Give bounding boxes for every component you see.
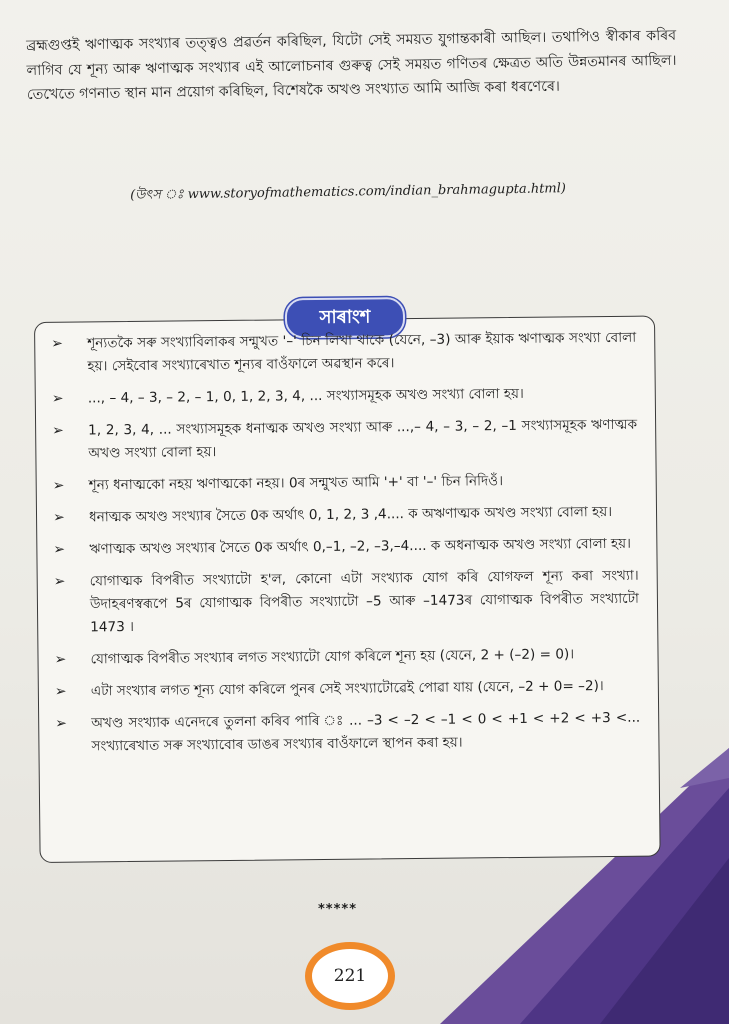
arrow-bullet-icon: ➢ — [54, 683, 67, 700]
arrow-bullet-icon: ➢ — [53, 541, 66, 558]
arrow-bullet-icon: ➢ — [52, 422, 64, 439]
summary-item-text: শূন্য ধনাত্মকো নহয় ঋণাত্মকো নহয়। 0ৰ সন্মুখত আমি '+' বা '–' চিন নিদিওঁ। — [88, 473, 504, 494]
summary-item — [53, 501, 638, 530]
summary-item — [52, 414, 637, 466]
summary-item-text: যোগাত্মক বিপৰীত সংখ্যাৰ লগত সংখ্যাটো যোগ কৰিলে শূন্য হয় (যেনে, 2 + (–2) = 0)। — [90, 646, 575, 668]
summary-item-text: অখণ্ড সংখ্যাক এনেদৰে তুলনা কৰিব পাৰি ঃ ... –3 < –2 < –1 < 0 < +1 < +2 < +3 <... সংখ্যাৰেখাত সৰু সংখ্যাবোৰ ডাঙৰ সংখ্যাৰ বাওঁফালে স্থাপন কৰা হয়। — [91, 709, 641, 755]
summary-item — [51, 327, 636, 379]
summary-item-text: এটা সংখ্যাৰ লগত শূন্য যোগ কৰিলে পুনৰ সেই সংখ্যাটোৱেই পোৱা যায় (যেনে, –2 + 0= –2)। — [90, 678, 604, 700]
summary-list — [35, 317, 659, 759]
summary-item — [55, 675, 640, 704]
summary-item-text: 1, 2, 3, 4, ... সংখ্যাসমূহক ধনাত্মক অখণ্ড সংখ্যা আৰু ...,– 4, – 3, – 2, –1 সংখ্যাসমূহক ঋণাত্মক অখণ্ড সংখ্যা বোলা হয়। — [88, 416, 638, 462]
summary-item — [55, 707, 640, 759]
arrow-bullet-icon: ➢ — [53, 573, 66, 590]
summary-item-text: শূন্যতকৈ সৰু সংখ্যাবিলাকৰ সন্মুখত '–' চিন লিখা থাকে (যেনে, –3) আৰু ইয়াক ঋণাত্মক সংখ্যা বোলা হয়। সেইবোৰ সংখ্যাৰেখাত শূন্যৰ বাওঁফালে অৱস্থান কৰে। — [87, 329, 637, 375]
summary-item — [54, 565, 640, 640]
arrow-bullet-icon: ➢ — [51, 335, 64, 352]
summary-item-text: যোগাত্মক বিপৰীত সংখ্যাটো হ'ল, কোনো এটা সংখ্যাক যোগ কৰি যোগফল শূন্য কৰা সংখ্যা। উদাহৰণস্বৰূপে 5ৰ যোগাত্মক বিপৰীত সংখ্যাটো –5 আৰু –1473ৰ যোগাত্মক বিপৰীত সংখ্যাটো 1473 । — [89, 567, 640, 636]
source-citation: (উৎস ঃ www.storyofmathematics.com/indian_brahmagupta.html) — [130, 181, 567, 203]
summary-item — [53, 469, 638, 498]
arrow-bullet-icon: ➢ — [54, 651, 67, 668]
summary-item — [53, 533, 638, 562]
section-end-stars: ***** — [318, 902, 357, 917]
summary-box — [34, 305, 661, 862]
summary-title: সাৰাংশ — [285, 297, 405, 338]
arrow-bullet-icon: ➢ — [55, 715, 68, 732]
summary-item — [54, 643, 639, 672]
arrow-bullet-icon: ➢ — [52, 477, 65, 494]
arrow-bullet-icon: ➢ — [52, 509, 65, 526]
summary-item-text: ধনাত্মক অখণ্ড সংখ্যাৰ সৈতে 0ক অৰ্থাৎ 0, 1, 2, 3 ,4.... ক অঋণাত্মক অখণ্ড সংখ্যা বোলা হয়। — [88, 503, 613, 526]
intro-paragraph: ব্ৰহ্মগুপ্তই ঋণাত্মক সংখ্যাৰ তত্ত্বও প্ৰৱৰ্তন কৰিছিল, যিটো সেই সময়ত যুগান্তকাৰী আছিল। তথাপিও স্বীকাৰ কৰিব লাগিব যে শূন্য আৰু ঋণাত্মক সংখ্যাৰ এই আলোচনাৰ গুৰুত্ব সেই সময়ত গণিতৰ ক্ষেত্ৰত অতি উন্নতমানৰ আছিল। তেখেতে গণনাত স্থান মান প্ৰয়োগ কৰিছিল, বিশেষকৈ অখণ্ড সংখ্যাত আমি আজি কৰা ধৰণেৰে। — [26, 27, 677, 103]
summary-item-text: ..., – 4, – 3, – 2, – 1, 0, 1, 2, 3, 4, ... সংখ্যাসমূহক অখণ্ড সংখ্যা বোলা হয়। — [87, 385, 524, 407]
summary-item — [52, 382, 637, 411]
summary-item-text: ঋণাত্মক অখণ্ড সংখ্যাৰ সৈতে 0ক অৰ্থাৎ 0,–1, –2, –3,–4.... ক অধনাত্মক অখণ্ড সংখ্যা বোলা হয়। — [89, 535, 632, 558]
arrow-bullet-icon: ➢ — [51, 390, 64, 407]
page-number: 221 — [305, 942, 395, 1010]
